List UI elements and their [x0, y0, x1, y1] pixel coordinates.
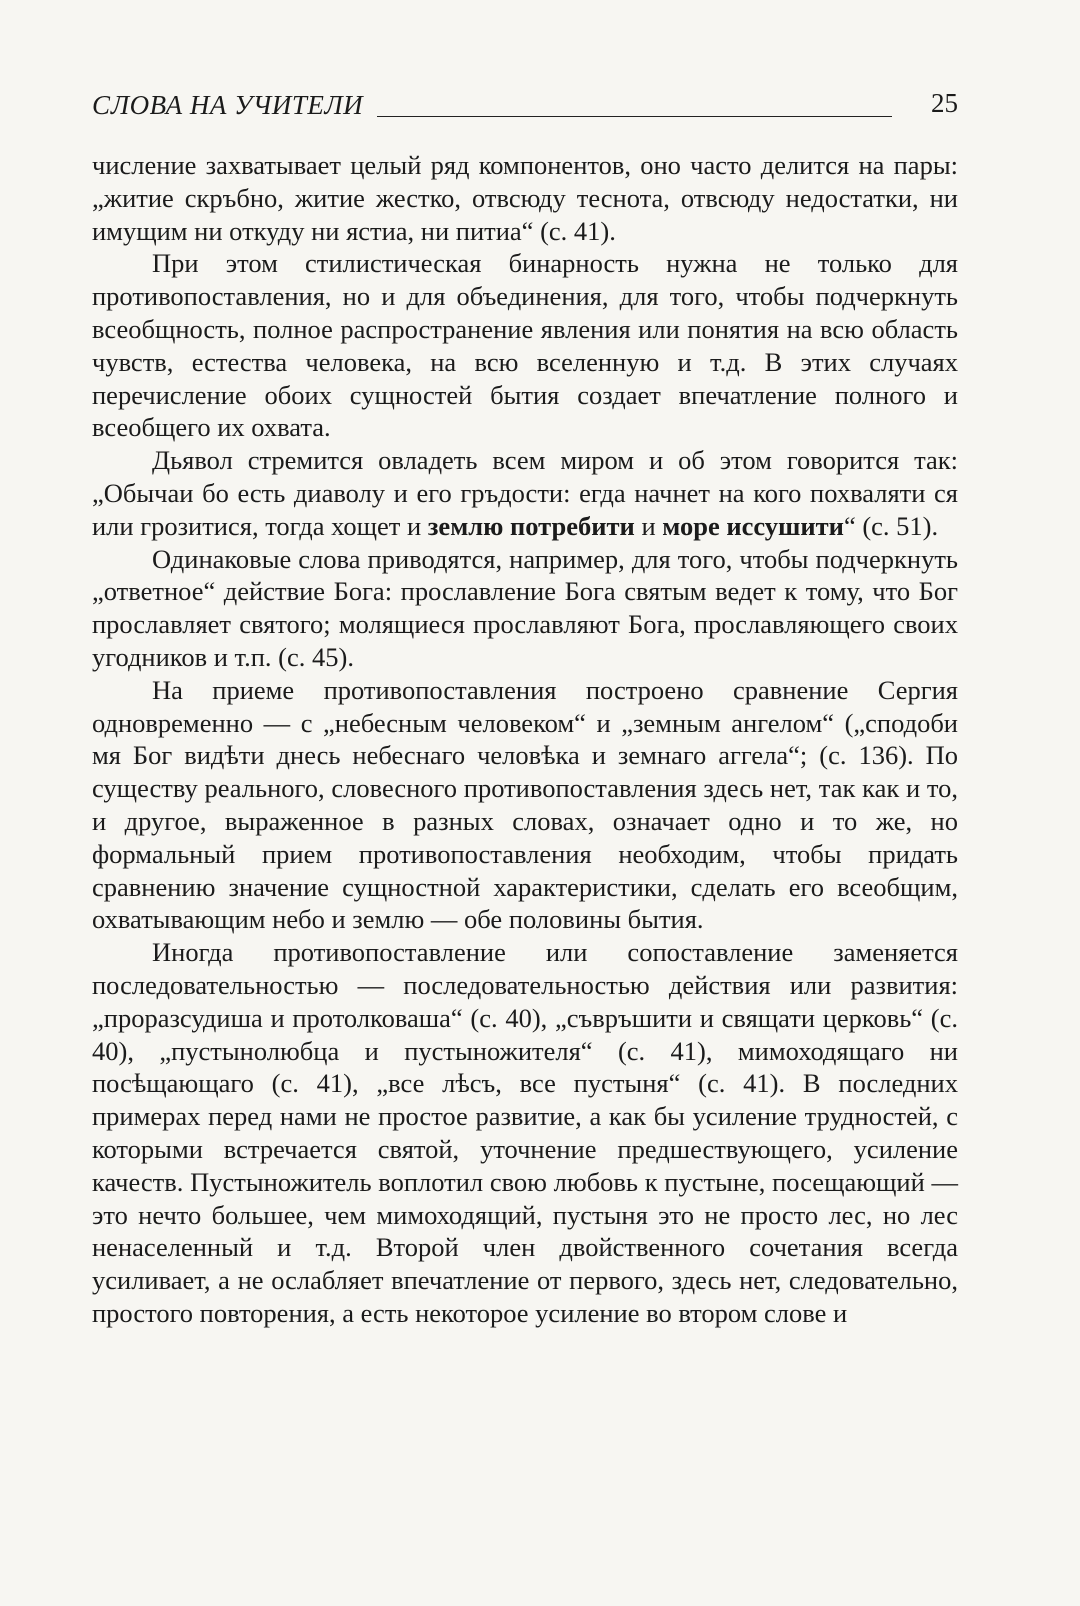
paragraph — [92, 936, 958, 1330]
paragraph — [92, 543, 958, 674]
header-rule — [377, 116, 892, 117]
paragraph — [92, 149, 958, 247]
text-run: Иногда противопоставление или сопоставление заменяется последовательностью — последовательностью действия или развития: „проразсудиша и протолковаша“ (с. 40), „съвръшити и свящати церковь“ (с. 40), „пустынолюбца и пустыножителя“ (с. 41), мимоходящаго ни посѣщающаго (с. 41), „все лѣсъ, все пустыня“ (с. 41). В последних примерах перед нами не простое развитие, а как бы усиление трудностей, с которыми встречается святой, уточнение предшествующего, усиление качеств. Пустыножитель воплотил свою любовь к пустыне, посещающий — это нечто большее, чем мимоходящий, пустыня это не просто лес, но лес ненаселенный и т.д. Второй член двойственного сочетания всегда усиливает, а не ослабляет впечатление от первого, здесь нет, следовательно, простого повторения, а есть некоторое усиление во втором слове и — [92, 937, 958, 1328]
running-head — [92, 88, 958, 128]
paragraph — [92, 247, 958, 444]
text-run: и — [634, 510, 663, 541]
text-run: На приеме противопоставления построено сравнение Сергия одновременно — с „небесным человеком“ и „земным ангелом“ („сподоби мя Бог видѣти днесь небеснаго человѣка и земнаго аггела“; (с. 136). По существу реального, словесного противопоставления здесь нет, так как и то, и другое, выраженное в разных словах, означает одно и то же, но формальный прием противопоставления необходим, чтобы придать сравнению значение сущностной характеристики, сделать его всеобщим, охватывающим небо и землю — обе половины бытия. — [92, 674, 958, 935]
paragraph — [92, 674, 958, 936]
text-run: “ (с. 51). — [843, 510, 939, 541]
emphasized-phrase: море иссушити — [662, 510, 844, 541]
page-number: 25 — [931, 88, 958, 118]
text-run: При этом стилистическая бинарность нужна не только для противопоставления, но и для объединения, для того, чтобы подчеркнуть всеобщность, полное распространение явления или понятия на всю область чувств, естества человека, на всю вселенную и т.д. В этих случаях перечисление обоих сущностей бытия создает впечатление полного и всеобщего их охвата. — [92, 248, 958, 443]
body-text — [92, 149, 958, 1330]
text-run: числение захватывает целый ряд компонентов, оно часто делится на пары: „житие скръбно, житие жестко, отвсюду теснота, отвсюду недостатки, ни имущим ни откуду ни ястиа, ни питиа“ (с. 41). — [92, 150, 958, 246]
emphasized-phrase: землю потребити — [427, 510, 635, 541]
paragraph — [92, 444, 958, 542]
text-run: Одинаковые слова приводятся, например, для того, чтобы подчеркнуть „ответное“ действие Бога: прославление Бога святым ведет к тому, что Бог прославляет святого; молящиеся прославляют Бога, прославляющего своих угодников и т.п. (с. 45). — [92, 543, 958, 672]
running-title: СЛОВА НА УЧИТЕЛИ — [92, 90, 364, 120]
text-run: Дьявол стремится овладеть всем миром и об этом говорится так: „Обычаи бо есть диаволу и его гръдости: егда начнет на кого похваляти ся или грозитися, тогда хощет и — [92, 445, 958, 541]
